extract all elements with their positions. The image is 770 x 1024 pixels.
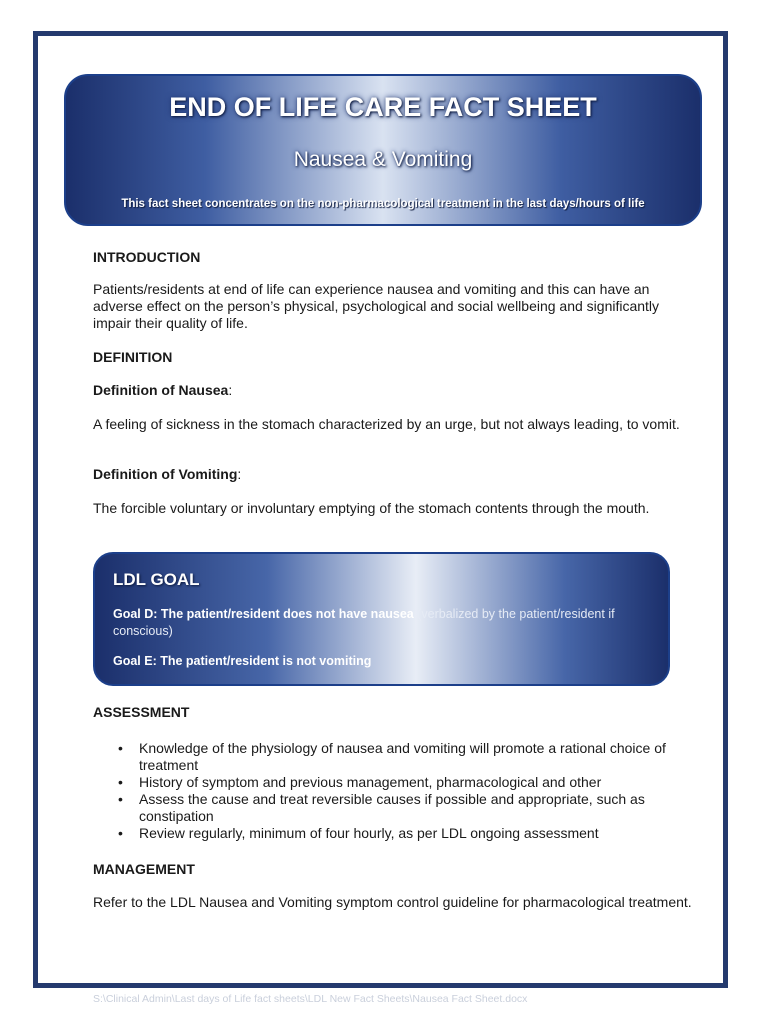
goal-d-rest: (verbalized by the patient/resident if conscious) [113, 607, 615, 638]
title-banner [64, 74, 702, 226]
goal-d-bold: Goal D: The patient/resident does not have nausea [113, 607, 414, 621]
vomiting-definition-text: The forcible voluntary or involuntary emptying of the stomach contents through the mouth. [93, 500, 650, 516]
nausea-label-text: Definition of Nausea [93, 382, 229, 398]
list-item: • Knowledge of the physiology of nausea and vomiting will promote a rational choice of treatment [139, 740, 673, 774]
assessment-list [93, 740, 673, 842]
banner-note: This fact sheet concentrates on the non-pharmacological treatment in the last days/hours of life [121, 198, 645, 210]
goal-d [113, 606, 633, 640]
document-title: END OF LIFE CARE FACT SHEET [169, 92, 597, 122]
file-path-footer: S:\Clinical Admin\Last days of Life fact sheets\LDL New Fact Sheets\Nausea Fact Sheet.docx [93, 993, 528, 1005]
list-item: • History of symptom and previous management, pharmacological and other [139, 774, 673, 791]
vomiting-label-text: Definition of Vomiting [93, 466, 238, 482]
goal-e-bold: Goal E: The patient/resident is not vomiting [113, 654, 372, 668]
list-item: • Review regularly, minimum of four hourly, as per LDL ongoing assessment [139, 825, 673, 842]
vomiting-definition-label: Definition of Vomiting: [93, 466, 242, 482]
definition-heading: DEFINITION [93, 349, 173, 365]
goal-title: LDL GOAL [113, 570, 200, 589]
introduction-text: Patients/residents at end of life can experience nausea and vomiting and this can have an adverse effect on the person’s physical, psychological and social wellbeing and significantly impair their quality of life. [93, 281, 660, 331]
nausea-definition-text: A feeling of sickness in the stomach characterized by an urge, but not always leading, to vomit. [93, 416, 680, 432]
introduction-heading: INTRODUCTION [93, 249, 201, 265]
management-heading: MANAGEMENT [93, 861, 195, 877]
nausea-definition-label: Definition of Nausea: [93, 382, 233, 398]
ldl-goal-box [93, 552, 670, 686]
assessment-heading: ASSESSMENT [93, 704, 190, 720]
document-subtitle: Nausea & Vomiting [293, 148, 473, 171]
list-item: • Assess the cause and treat reversible causes if possible and appropriate, such as constipation [139, 791, 673, 825]
management-text: Refer to the LDL Nausea and Vomiting symptom control guideline for pharmacological treatment. [93, 894, 692, 910]
goal-e [113, 653, 633, 670]
